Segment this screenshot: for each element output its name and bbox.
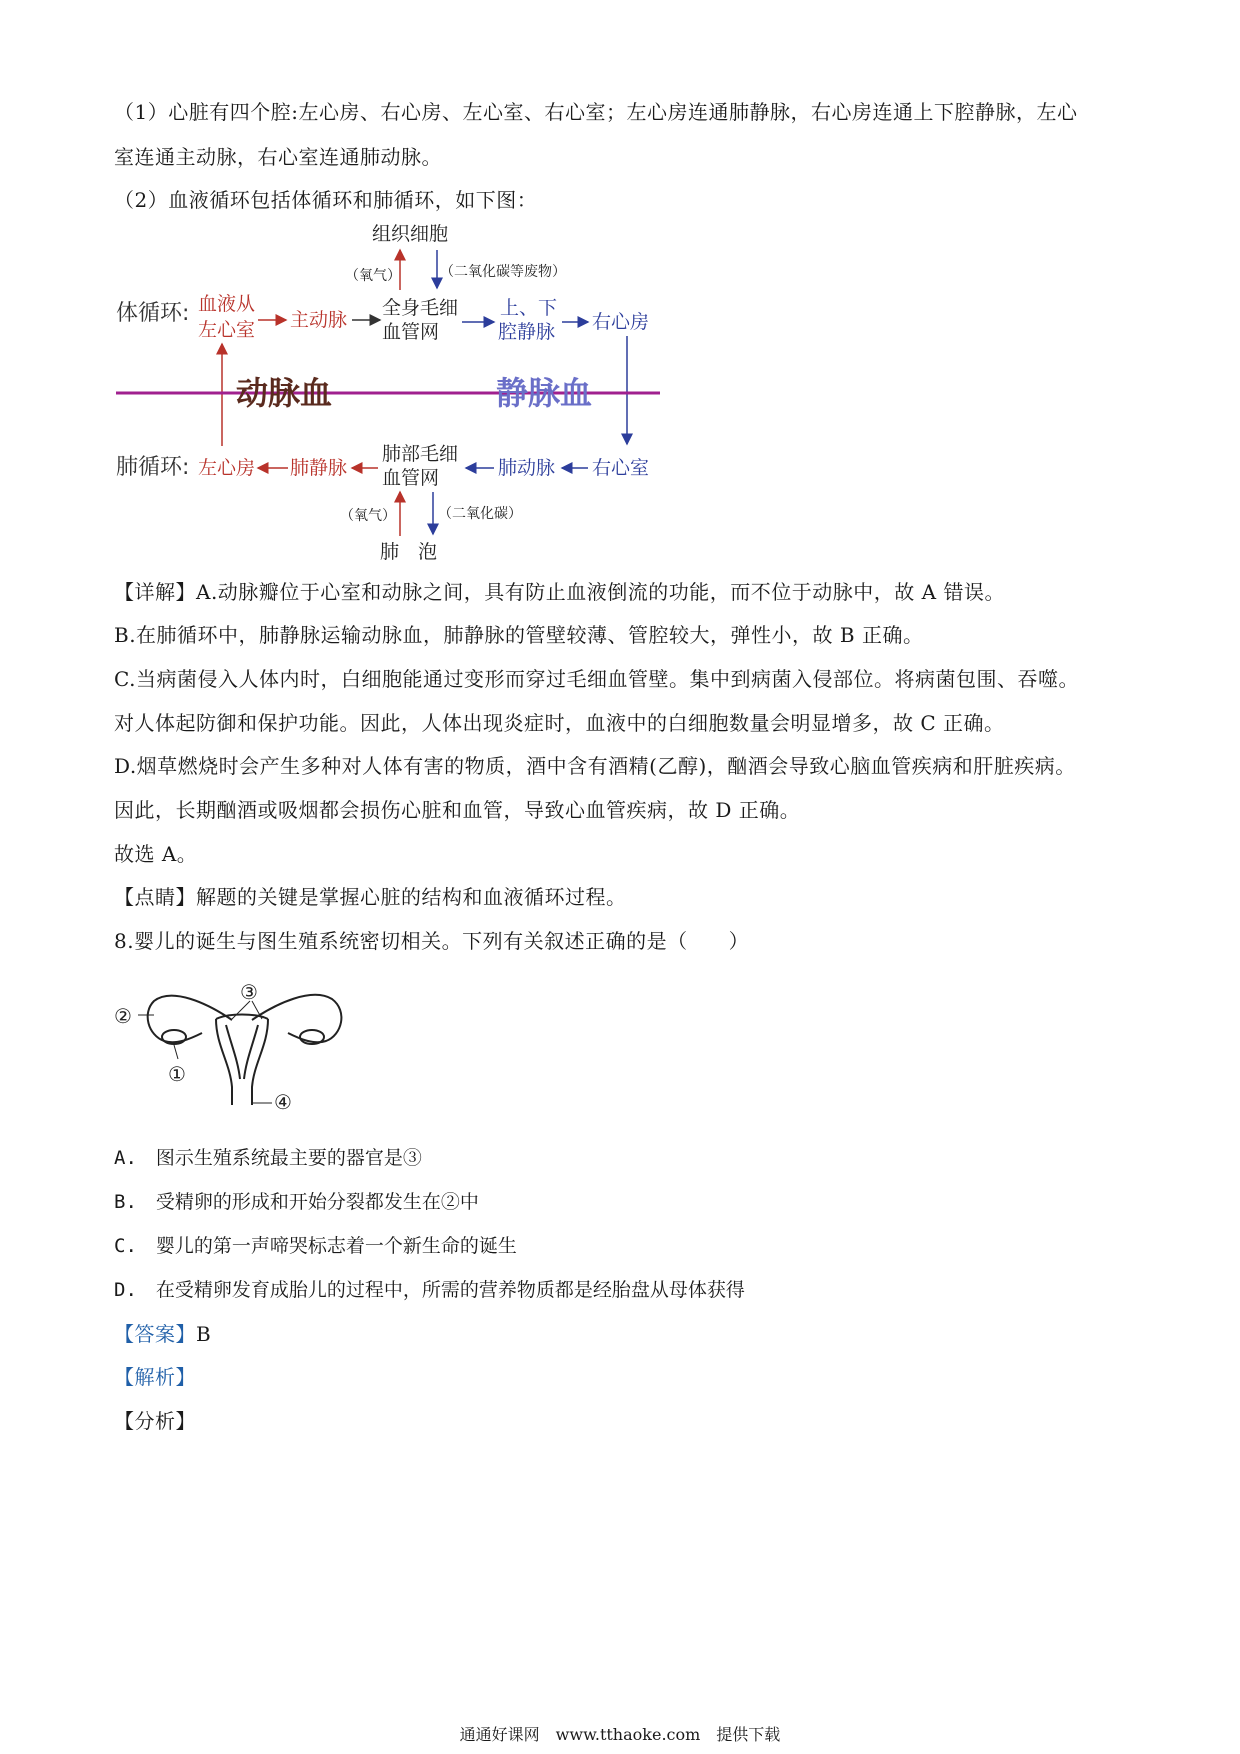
label-4: ④ xyxy=(274,1090,292,1114)
option-b: B. 受精卵的形成和开始分裂都发生在②中 xyxy=(114,1191,479,1213)
page-footer: 通通好课网 www.tthaoke.com 提供下载 xyxy=(459,1725,781,1744)
alveoli-label: 肺 泡 xyxy=(380,541,438,563)
para1-line2: 室连通主动脉，右心室连通肺动脉。 xyxy=(114,145,442,169)
answer-value: B xyxy=(196,1322,212,1346)
detail-d-line2: 因此，长期酗酒或吸烟都会损伤心脏和血管，导致心血管疾病，故 D 正确。 xyxy=(114,798,801,822)
left-atrium-label: 左心房 xyxy=(198,457,256,479)
oxygen-bottom-label: （氧气） xyxy=(340,508,396,524)
key-point: 【点睛】解题的关键是掌握心脏的结构和血液循环过程。 xyxy=(114,885,627,909)
systemic-circulation-label: 体循环: xyxy=(116,301,190,326)
para2: （2）血液循环包括体循环和肺循环，如下图： xyxy=(114,188,538,212)
answer-tag: 【答案】 xyxy=(114,1322,196,1346)
detail-d-line1: D.烟草燃烧时会产生多种对人体有害的物质，酒中含有酒精(乙醇)，酗酒会导致心脑血管疾病和肝脏疾病。 xyxy=(114,754,1076,778)
vena-cava-line1: 上、下 xyxy=(500,297,558,319)
answer-line xyxy=(114,1318,211,1347)
detail-b: B.在肺循环中，肺静脉运输动脉血，肺静脉的管壁较薄、管腔较大，弹性小，故 B 正确。 xyxy=(114,623,924,647)
pulmonary-circulation-label: 肺循环: xyxy=(116,455,190,480)
vena-cava-line2: 腔静脉 xyxy=(498,321,556,343)
circulation-diagram xyxy=(110,218,670,568)
venous-blood-label: 静脉血 xyxy=(496,374,593,412)
right-ventricle-label: 右心室 xyxy=(592,457,650,479)
detail-c-line1: C.当病菌侵入人体内时，白细胞能通过变形而穿过毛细血管壁。集中到病菌入侵部位。将病菌包围、吞噬。 xyxy=(114,667,1079,691)
oxygen-top-label: （氧气） xyxy=(345,268,401,284)
detail-a: 【详解】A.动脉瓣位于心室和动脉之间，具有防止血液倒流的功能，而不位于动脉中，故 A 错误。 xyxy=(114,580,1005,604)
label-3: ③ xyxy=(240,980,258,1004)
body-capillaries-line2: 血管网 xyxy=(382,321,440,343)
blood-from-lv-line1: 血液从 xyxy=(198,293,256,315)
uterine-cavity xyxy=(226,1025,258,1079)
right-atrium-label: 右心房 xyxy=(592,311,650,333)
lung-capillaries-line1: 肺部毛细 xyxy=(382,443,459,465)
blood-from-lv-line2: 左心室 xyxy=(198,319,256,341)
option-c: C. 婴儿的第一声啼哭标志着一个新生命的诞生 xyxy=(114,1235,517,1257)
reproductive-system-figure xyxy=(112,975,372,1115)
choose-answer: 故选 A。 xyxy=(114,842,198,866)
fenxi-tag: 【分析】 xyxy=(114,1409,196,1433)
label-1: ① xyxy=(168,1062,186,1086)
lung-capillaries-line2: 血管网 xyxy=(382,467,440,489)
arterial-blood-label: 动脉血 xyxy=(236,374,333,412)
question8-stem: 8.婴儿的诞生与图生殖系统密切相关。下列有关叙述正确的是（ ） xyxy=(114,929,750,953)
pulmonary-artery-label: 肺动脉 xyxy=(498,457,556,479)
option-a: A. 图示生殖系统最主要的器官是③ xyxy=(114,1147,422,1169)
option-d: D. 在受精卵发育成胎儿的过程中，所需的营养物质都是经胎盘从母体获得 xyxy=(114,1279,745,1301)
tissue-cells-label: 组织细胞 xyxy=(372,223,449,245)
label-2: ② xyxy=(114,1004,132,1028)
detail-c-line2: 对人体起防御和保护功能。因此，人体出现炎症时，血液中的白细胞数量会明显增多，故 C 正确。 xyxy=(114,711,1005,735)
aorta-label: 主动脉 xyxy=(290,309,348,331)
analysis-tag: 【解析】 xyxy=(114,1365,196,1389)
label-pointer-1 xyxy=(174,1045,178,1059)
co2-bottom-label: （二氧化碳） xyxy=(438,506,522,522)
uterus-outline xyxy=(216,1019,268,1105)
left-oviduct xyxy=(148,996,232,1043)
pulmonary-vein-label: 肺静脉 xyxy=(290,457,348,479)
co2-waste-label: （二氧化碳等废物） xyxy=(440,264,566,280)
para1-line1: （1）心脏有四个腔:左心房、右心房、左心室、右心室；左心房连通肺静脉，右心房连通上下腔静脉，左心 xyxy=(114,100,1078,124)
body-capillaries-line1: 全身毛细 xyxy=(382,297,459,319)
